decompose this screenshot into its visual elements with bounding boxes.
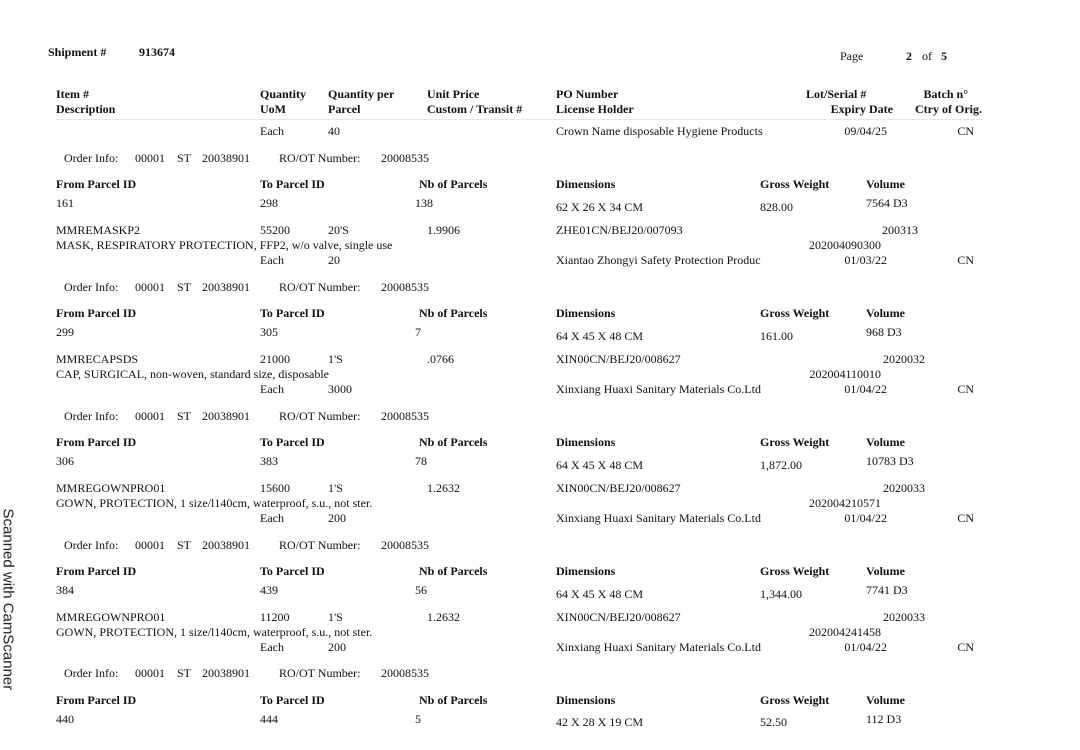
item-code: MMREGOWNPRO01 <box>56 610 166 624</box>
from-parcel-header: From Parcel ID <box>56 306 137 320</box>
order-number: 20038901 <box>202 280 250 294</box>
gross-weight: 1,872.00 <box>760 458 802 472</box>
order-type: ST <box>177 666 192 680</box>
order-info-label: Order Info: <box>64 151 119 165</box>
order-info-label: Order Info: <box>64 666 119 680</box>
item-ctry: CN <box>957 511 974 525</box>
to-parcel-header: To Parcel ID <box>260 177 325 191</box>
item-parcel-unit: 20'S <box>328 223 349 237</box>
volume-header: Volume <box>866 306 905 320</box>
from-parcel-id: 161 <box>56 196 74 210</box>
col-expiry: Expiry Date <box>830 102 893 116</box>
item-quantity: 55200 <box>260 223 290 237</box>
item-expiry: 01/04/22 <box>844 511 887 525</box>
order-info-label: Order Info: <box>64 280 119 294</box>
first-qty-per: 40 <box>328 124 340 138</box>
volume-header: Volume <box>866 564 905 578</box>
from-parcel-id: 299 <box>56 325 74 339</box>
item-expiry: 01/03/22 <box>844 253 887 267</box>
item-batch: 2020033 <box>883 481 925 495</box>
item-description: CAP, SURGICAL, non-woven, standard size, disposable <box>56 367 329 381</box>
order-ref: 00001 <box>135 538 165 552</box>
item-unit-price: 1.9906 <box>427 223 460 237</box>
order-ref: 00001 <box>135 151 165 165</box>
dimensions: 64 X 45 X 48 CM <box>556 329 644 343</box>
order-number: 20038901 <box>202 538 250 552</box>
col-custom-transit: Custom / Transit # <box>427 102 523 116</box>
rot-number: 20008535 <box>381 280 429 294</box>
item-qty-per-parcel: 200 <box>328 511 346 525</box>
rot-label: RO/OT Number: <box>279 666 361 680</box>
to-parcel-header: To Parcel ID <box>260 693 325 707</box>
volume: 7564 D3 <box>866 196 908 210</box>
gross-weight-header: Gross Weight <box>760 693 830 707</box>
first-license-holder: Crown Name disposable Hygiene Products <box>556 124 763 138</box>
item-po-number: ZHE01CN/BEJ20/007093 <box>556 223 683 237</box>
nb-parcels: 5 <box>415 712 421 726</box>
gross-weight-header: Gross Weight <box>760 564 830 578</box>
dimensions-header: Dimensions <box>556 177 616 191</box>
item-parcel-unit: 1'S <box>328 352 343 366</box>
rot-label: RO/OT Number: <box>279 409 361 423</box>
item-code: MMRECAPSDS <box>56 352 139 366</box>
item-batch: 200313 <box>882 223 918 237</box>
dimensions: 62 X 26 X 34 CM <box>556 200 644 214</box>
from-parcel-id: 384 <box>56 583 74 597</box>
dimensions-header: Dimensions <box>556 693 616 707</box>
page-current: 2 <box>906 49 912 63</box>
item-expiry: 01/04/22 <box>844 382 887 396</box>
order-number: 20038901 <box>202 409 250 423</box>
item-po-number: XIN00CN/BEJ20/008627 <box>556 481 681 495</box>
order-type: ST <box>177 409 192 423</box>
rot-number: 20008535 <box>381 409 429 423</box>
item-license-holder: Xinxiang Huaxi Sanitary Materials Co.Ltd <box>556 511 761 525</box>
item-lot: 202004210571 <box>809 496 881 510</box>
item-qty-per-parcel: 20 <box>328 253 340 267</box>
item-unit-price: .0766 <box>427 352 454 366</box>
dimensions-header: Dimensions <box>556 306 616 320</box>
item-qty-per-parcel: 200 <box>328 640 346 654</box>
item-ctry: CN <box>957 640 974 654</box>
item-quantity: 21000 <box>260 352 290 366</box>
to-parcel-id: 305 <box>260 325 278 339</box>
col-license-holder: License Holder <box>556 102 634 116</box>
item-parcel-unit: 1'S <box>328 481 343 495</box>
item-uom: Each <box>260 640 284 654</box>
item-description: MASK, RESPIRATORY PROTECTION, FFP2, w/o valve, single use <box>56 238 393 252</box>
dimensions-header: Dimensions <box>556 564 616 578</box>
from-parcel-header: From Parcel ID <box>56 177 137 191</box>
to-parcel-id: 383 <box>260 454 278 468</box>
nb-parcels-header: Nb of Parcels <box>419 693 488 707</box>
rot-label: RO/OT Number: <box>279 280 361 294</box>
volume-header: Volume <box>866 177 905 191</box>
item-ctry: CN <box>957 253 974 267</box>
rot-label: RO/OT Number: <box>279 151 361 165</box>
first-expiry: 09/04/25 <box>844 124 887 138</box>
order-ref: 00001 <box>135 409 165 423</box>
to-parcel-id: 298 <box>260 196 278 210</box>
from-parcel-id: 306 <box>56 454 74 468</box>
item-expiry: 01/04/22 <box>844 640 887 654</box>
shipment-number: 913674 <box>139 45 175 59</box>
volume: 968 D3 <box>866 325 902 339</box>
order-info-label: Order Info: <box>64 409 119 423</box>
nb-parcels-header: Nb of Parcels <box>419 435 488 449</box>
col-lot-serial: Lot/Serial # <box>806 87 867 101</box>
order-info-label: Order Info: <box>64 538 119 552</box>
page-of: of <box>922 49 932 63</box>
col-uom: UoM <box>260 102 286 116</box>
volume: 7741 D3 <box>866 583 908 597</box>
from-parcel-header: From Parcel ID <box>56 435 137 449</box>
item-lot: 202004090300 <box>809 238 881 252</box>
nb-parcels-header: Nb of Parcels <box>419 564 488 578</box>
to-parcel-header: To Parcel ID <box>260 435 325 449</box>
item-description: GOWN, PROTECTION, 1 size/l140cm, waterproof, s.u., not ster. <box>56 496 373 510</box>
item-batch: 2020032 <box>883 352 925 366</box>
rot-number: 20008535 <box>381 666 429 680</box>
col-qty-per: Quantity per <box>328 87 395 101</box>
item-description: GOWN, PROTECTION, 1 size/l140cm, waterproof, s.u., not ster. <box>56 625 373 639</box>
item-po-number: XIN00CN/BEJ20/008627 <box>556 352 681 366</box>
to-parcel-id: 444 <box>260 712 278 726</box>
item-lot: 202004110010 <box>809 367 881 381</box>
col-item: Item # <box>56 87 89 101</box>
first-ctry: CN <box>957 124 974 138</box>
volume-header: Volume <box>866 693 905 707</box>
item-uom: Each <box>260 253 284 267</box>
volume-header: Volume <box>866 435 905 449</box>
item-code: MMREGOWNPRO01 <box>56 481 166 495</box>
order-ref: 00001 <box>135 280 165 294</box>
to-parcel-header: To Parcel ID <box>260 306 325 320</box>
order-type: ST <box>177 151 192 165</box>
dimensions: 42 X 28 X 19 CM <box>556 715 644 729</box>
item-lot: 202004241458 <box>809 625 881 639</box>
shipment-label: Shipment # <box>48 45 107 59</box>
col-unit-price: Unit Price <box>427 87 480 101</box>
item-quantity: 11200 <box>260 610 290 624</box>
volume: 112 D3 <box>866 712 902 726</box>
volume: 10783 D3 <box>866 454 914 468</box>
order-type: ST <box>177 280 192 294</box>
nb-parcels: 78 <box>415 454 427 468</box>
item-license-holder: Xinxiang Huaxi Sanitary Materials Co.Ltd <box>556 382 761 396</box>
first-uom: Each <box>260 124 284 138</box>
page-total: 5 <box>941 49 947 63</box>
item-unit-price: 1.2632 <box>427 610 460 624</box>
order-number: 20038901 <box>202 666 250 680</box>
dimensions-header: Dimensions <box>556 435 616 449</box>
scanner-watermark: Scanned with CamScanner <box>0 508 17 691</box>
from-parcel-header: From Parcel ID <box>56 693 137 707</box>
from-parcel-id: 440 <box>56 712 74 726</box>
item-po-number: XIN00CN/BEJ20/008627 <box>556 610 681 624</box>
item-license-holder: Xiantao Zhongyi Safety Protection Produc <box>556 253 761 267</box>
gross-weight: 1,344.00 <box>760 587 802 601</box>
order-number: 20038901 <box>202 151 250 165</box>
item-batch: 2020033 <box>883 610 925 624</box>
gross-weight: 828.00 <box>760 200 793 214</box>
item-license-holder: Xinxiang Huaxi Sanitary Materials Co.Ltd <box>556 640 761 654</box>
item-qty-per-parcel: 3000 <box>328 382 352 396</box>
page-label: Page <box>840 49 864 63</box>
rot-number: 20008535 <box>381 538 429 552</box>
col-po-number: PO Number <box>556 87 619 101</box>
gross-weight: 52.50 <box>760 715 787 729</box>
nb-parcels: 138 <box>415 196 433 210</box>
col-parcel: Parcel <box>328 102 361 116</box>
item-uom: Each <box>260 511 284 525</box>
col-ctry: Ctry of Orig. <box>915 102 982 116</box>
item-parcel-unit: 1'S <box>328 610 343 624</box>
col-description: Description <box>56 102 116 116</box>
nb-parcels-header: Nb of Parcels <box>419 306 488 320</box>
nb-parcels: 56 <box>415 583 427 597</box>
dimensions: 64 X 45 X 48 CM <box>556 587 644 601</box>
item-code: MMREMASKP2 <box>56 223 141 237</box>
item-unit-price: 1.2632 <box>427 481 460 495</box>
col-batch: Batch n° <box>923 87 968 101</box>
item-ctry: CN <box>957 382 974 396</box>
item-quantity: 15600 <box>260 481 290 495</box>
gross-weight-header: Gross Weight <box>760 177 830 191</box>
header-divider <box>56 119 982 120</box>
from-parcel-header: From Parcel ID <box>56 564 137 578</box>
rot-number: 20008535 <box>381 151 429 165</box>
col-quantity: Quantity <box>260 87 307 101</box>
rot-label: RO/OT Number: <box>279 538 361 552</box>
gross-weight: 161.00 <box>760 329 793 343</box>
dimensions: 64 X 45 X 48 CM <box>556 458 644 472</box>
item-uom: Each <box>260 382 284 396</box>
to-parcel-header: To Parcel ID <box>260 564 325 578</box>
order-ref: 00001 <box>135 666 165 680</box>
nb-parcels: 7 <box>415 325 421 339</box>
to-parcel-id: 439 <box>260 583 278 597</box>
order-type: ST <box>177 538 192 552</box>
gross-weight-header: Gross Weight <box>760 435 830 449</box>
gross-weight-header: Gross Weight <box>760 306 830 320</box>
nb-parcels-header: Nb of Parcels <box>419 177 488 191</box>
